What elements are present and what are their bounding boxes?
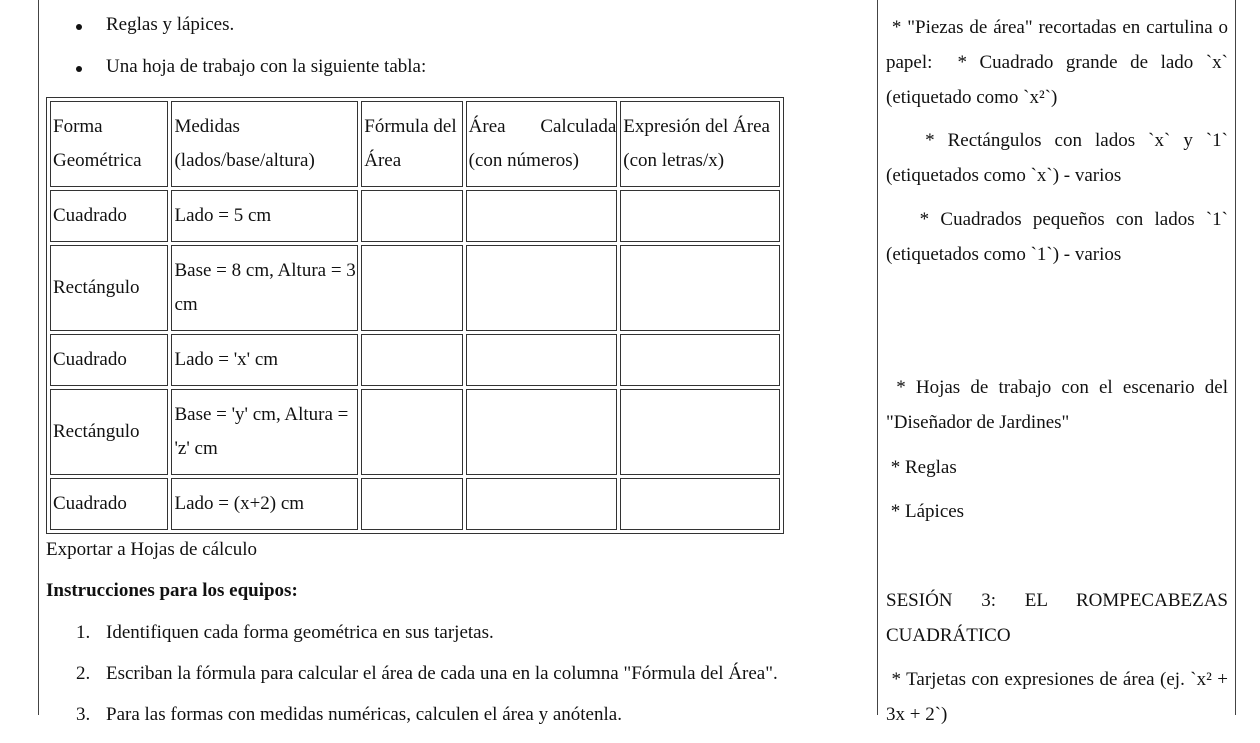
column-header: Medidas (lados/base/altura) [171,101,358,187]
table-cell: Lado = 'x' cm [171,334,358,386]
table-cell [620,389,780,475]
table-row [50,245,780,331]
table-cell [361,389,462,475]
table-cell [620,478,780,530]
table-cell: Lado = (x+2) cm [171,478,358,530]
list-item-number: 2. [76,663,91,684]
table-cell [361,478,462,530]
table-cell [466,245,618,331]
list-item-text: Para las formas con medidas numéricas, calculen el área y anótenla. [106,704,622,725]
column-header: Expresión del Área (con letras/x) [620,101,780,187]
header-word: Calculada [540,116,617,137]
list-item-number: 3. [76,704,91,725]
list-item-text: Reglas y lápices. [106,14,235,35]
table-row [50,190,780,242]
table-cell [620,245,780,331]
column-divider-line [877,0,878,715]
list-item-text: Una hoja de trabajo con la siguiente tabla: [106,56,427,77]
header-text-line: (con números) [468,150,579,171]
bullet-icon [76,66,82,72]
table-row [50,478,780,530]
table-row [50,334,780,386]
table-cell: Base = 'y' cm, Altura = 'z' cm [171,389,358,475]
instructions-heading: Instrucciones para los equipos: [46,580,298,601]
header-word: Área [468,116,506,137]
table-cell [361,334,462,386]
area-pieces-text: * "Piezas de área" recortadas en cartulina o papel: * Cuadrado grande de lado `x` (etiquetado como `x²`) [886,17,1233,108]
column-header [466,101,618,187]
table-cell [620,334,780,386]
header-text-line [469,110,617,144]
list-item-number: 1. [76,622,91,643]
column-header: Forma Geométrica [50,101,168,187]
session-heading: SESIÓN 3: EL ROMPECABEZAS CUADRÁTICO [886,590,1228,646]
table-cell [361,245,462,331]
cards-text: * Tarjetas con expresiones de área (ej. `x² + 3x + 2`) [886,669,1233,725]
rectangles-text: * Rectángulos con lados `x` y `1` (etiquetados como `x`) - varios [886,130,1233,186]
table-cell: Base = 8 cm, Altura = 3 cm [171,245,358,331]
table-cell [361,190,462,242]
table-header-row [50,101,780,187]
table-cell [466,478,618,530]
table-cell: Rectángulo [50,245,168,331]
table-cell: Cuadrado [50,190,168,242]
list-item-text: Identifiquen cada forma geométrica en sus tarjetas. [106,622,494,643]
table-cell [466,389,618,475]
worksheet-table [46,97,784,534]
bullet-icon [76,24,82,30]
left-border-line [38,0,39,715]
table-cell [620,190,780,242]
right-border-line [1235,0,1236,715]
column-header: Fórmula del Área [361,101,462,187]
table-cell: Rectángulo [50,389,168,475]
small-squares-text: * Cuadrados pequeños con lados `1` (etiquetados como `1`) - varios [886,209,1233,265]
worksheets-text: * Hojas de trabajo con el escenario del "Diseñador de Jardines" [886,377,1233,433]
table-cell: Cuadrado [50,334,168,386]
table-cell: Lado = 5 cm [171,190,358,242]
table-row [50,389,780,475]
pencils-text: * Lápices [886,501,965,522]
table-cell [466,334,618,386]
export-to-sheets-link[interactable]: Exportar a Hojas de cálculo [46,539,258,560]
table-cell [466,190,618,242]
rulers-text: * Reglas [886,457,957,478]
table-cell: Cuadrado [50,478,168,530]
list-item-text: Escriban la fórmula para calcular el área de cada una en la columna "Fórmula del Área". [106,663,778,684]
